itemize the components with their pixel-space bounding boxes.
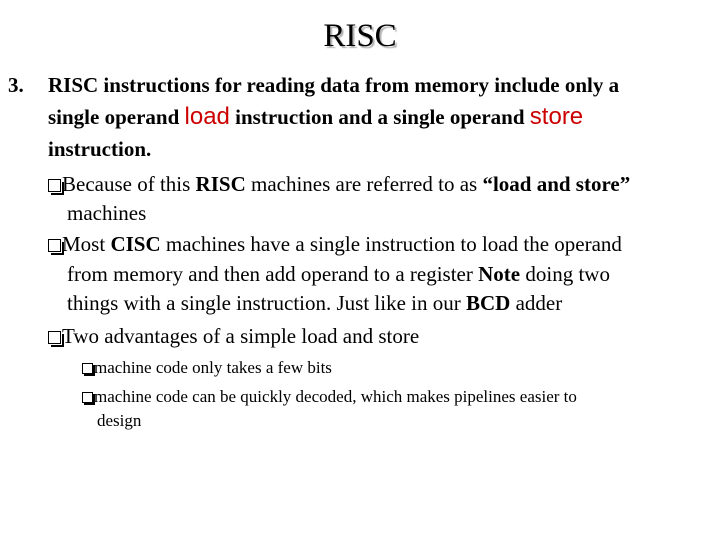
- bullet-3-text: Two advantages of a simple load and store: [62, 324, 420, 348]
- checkbox-bullet-icon: [82, 392, 93, 403]
- bullet-2-line-3-a: things with a single instruction. Just like in our: [67, 291, 466, 315]
- bullet-2-line-2: [67, 259, 610, 289]
- checkbox-bullet-icon: [82, 363, 93, 374]
- item-line-2: [48, 102, 583, 132]
- bullet-2-text-c: machines have a single instruction to load the operand: [160, 232, 622, 256]
- sub-bullet-1: [82, 356, 332, 380]
- sub-bullet-1-text: machine code only takes a few bits: [94, 358, 332, 377]
- bullet-2-line-3-c: adder: [510, 291, 563, 315]
- bullet-1-load-and-store: “load and store”: [482, 172, 631, 196]
- bullet-2-note: Note: [478, 262, 521, 286]
- sub-bullet-2: [82, 385, 577, 409]
- item-number: 3.: [8, 73, 24, 97]
- checkbox-bullet-icon: [48, 239, 61, 252]
- bullet-2-line-2-c: doing two: [520, 262, 610, 286]
- bullet-1: [48, 169, 630, 199]
- bullet-1-text-a: Because of this: [62, 172, 196, 196]
- item-line-2-middle: instruction and a single operand: [229, 105, 530, 129]
- bullet-2-text-a: Most: [62, 232, 111, 256]
- bullet-2: [48, 229, 622, 259]
- keyword-store: store: [529, 103, 584, 130]
- bullet-2-line-2-a: from memory and then add operand to a register: [67, 262, 479, 286]
- bullet-2-bcd: BCD: [465, 291, 511, 315]
- item-line-2-start: single operand: [48, 105, 185, 129]
- sub-bullet-2-text: machine code can be quickly decoded, which makes pipelines easier to: [94, 387, 577, 406]
- slide-title: RISC: [323, 18, 397, 54]
- bullet-1-risc: RISC: [195, 172, 246, 196]
- keyword-load: load: [184, 103, 230, 130]
- sub-bullet-2-line-2: design: [97, 411, 142, 430]
- checkbox-bullet-icon: [48, 179, 61, 192]
- item-line-1: [48, 70, 619, 100]
- bullet-2-cisc: CISC: [110, 232, 161, 256]
- bullet-2-line-3: [67, 288, 562, 318]
- bullet-1-text-c: machines are referred to as: [245, 172, 483, 196]
- checkbox-bullet-icon: [48, 331, 61, 344]
- bullet-3: [48, 321, 419, 351]
- item-line-3: instruction.: [48, 137, 152, 161]
- item-line-1-text: RISC instructions for reading data from memory include only a: [48, 73, 620, 97]
- bullet-1-line-2: machines: [67, 201, 147, 225]
